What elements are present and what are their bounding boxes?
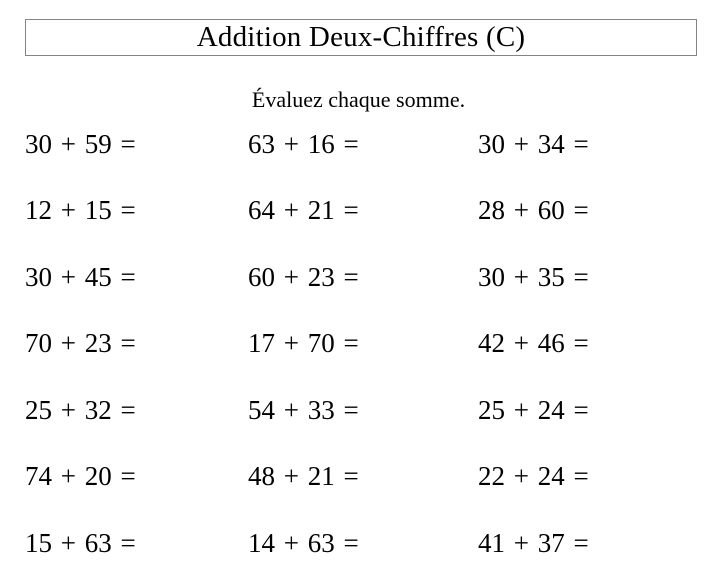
problem: 17 + 70 = <box>248 328 359 359</box>
problem: 41 + 37 = <box>478 527 589 558</box>
problem: 42 + 46 = <box>478 328 589 359</box>
problem: 70 + 23 = <box>25 328 136 359</box>
instruction-text: Évaluez chaque somme. <box>251 87 466 112</box>
problems-grid <box>25 111 705 562</box>
problem: 30 + 45 = <box>25 261 136 292</box>
problem: 28 + 60 = <box>478 195 589 226</box>
problem: 48 + 21 = <box>248 461 359 492</box>
problem: 14 + 63 = <box>248 527 359 558</box>
problem: 25 + 32 = <box>25 394 136 425</box>
problem: 54 + 33 = <box>248 394 359 425</box>
worksheet-title: Addition Deux-Chiffres (C) <box>196 21 526 53</box>
worksheet-title-box <box>25 19 697 56</box>
problem: 30 + 35 = <box>478 261 589 292</box>
problem: 63 + 16 = <box>248 128 359 159</box>
problem: 30 + 59 = <box>25 128 136 159</box>
problem: 15 + 63 = <box>25 527 136 558</box>
problem: 74 + 20 = <box>25 461 136 492</box>
problem: 25 + 24 = <box>478 394 589 425</box>
problem: 60 + 23 = <box>248 261 359 292</box>
problem: 30 + 34 = <box>478 128 589 159</box>
problem: 22 + 24 = <box>478 461 589 492</box>
problem: 12 + 15 = <box>25 195 136 226</box>
problem: 64 + 21 = <box>248 195 359 226</box>
